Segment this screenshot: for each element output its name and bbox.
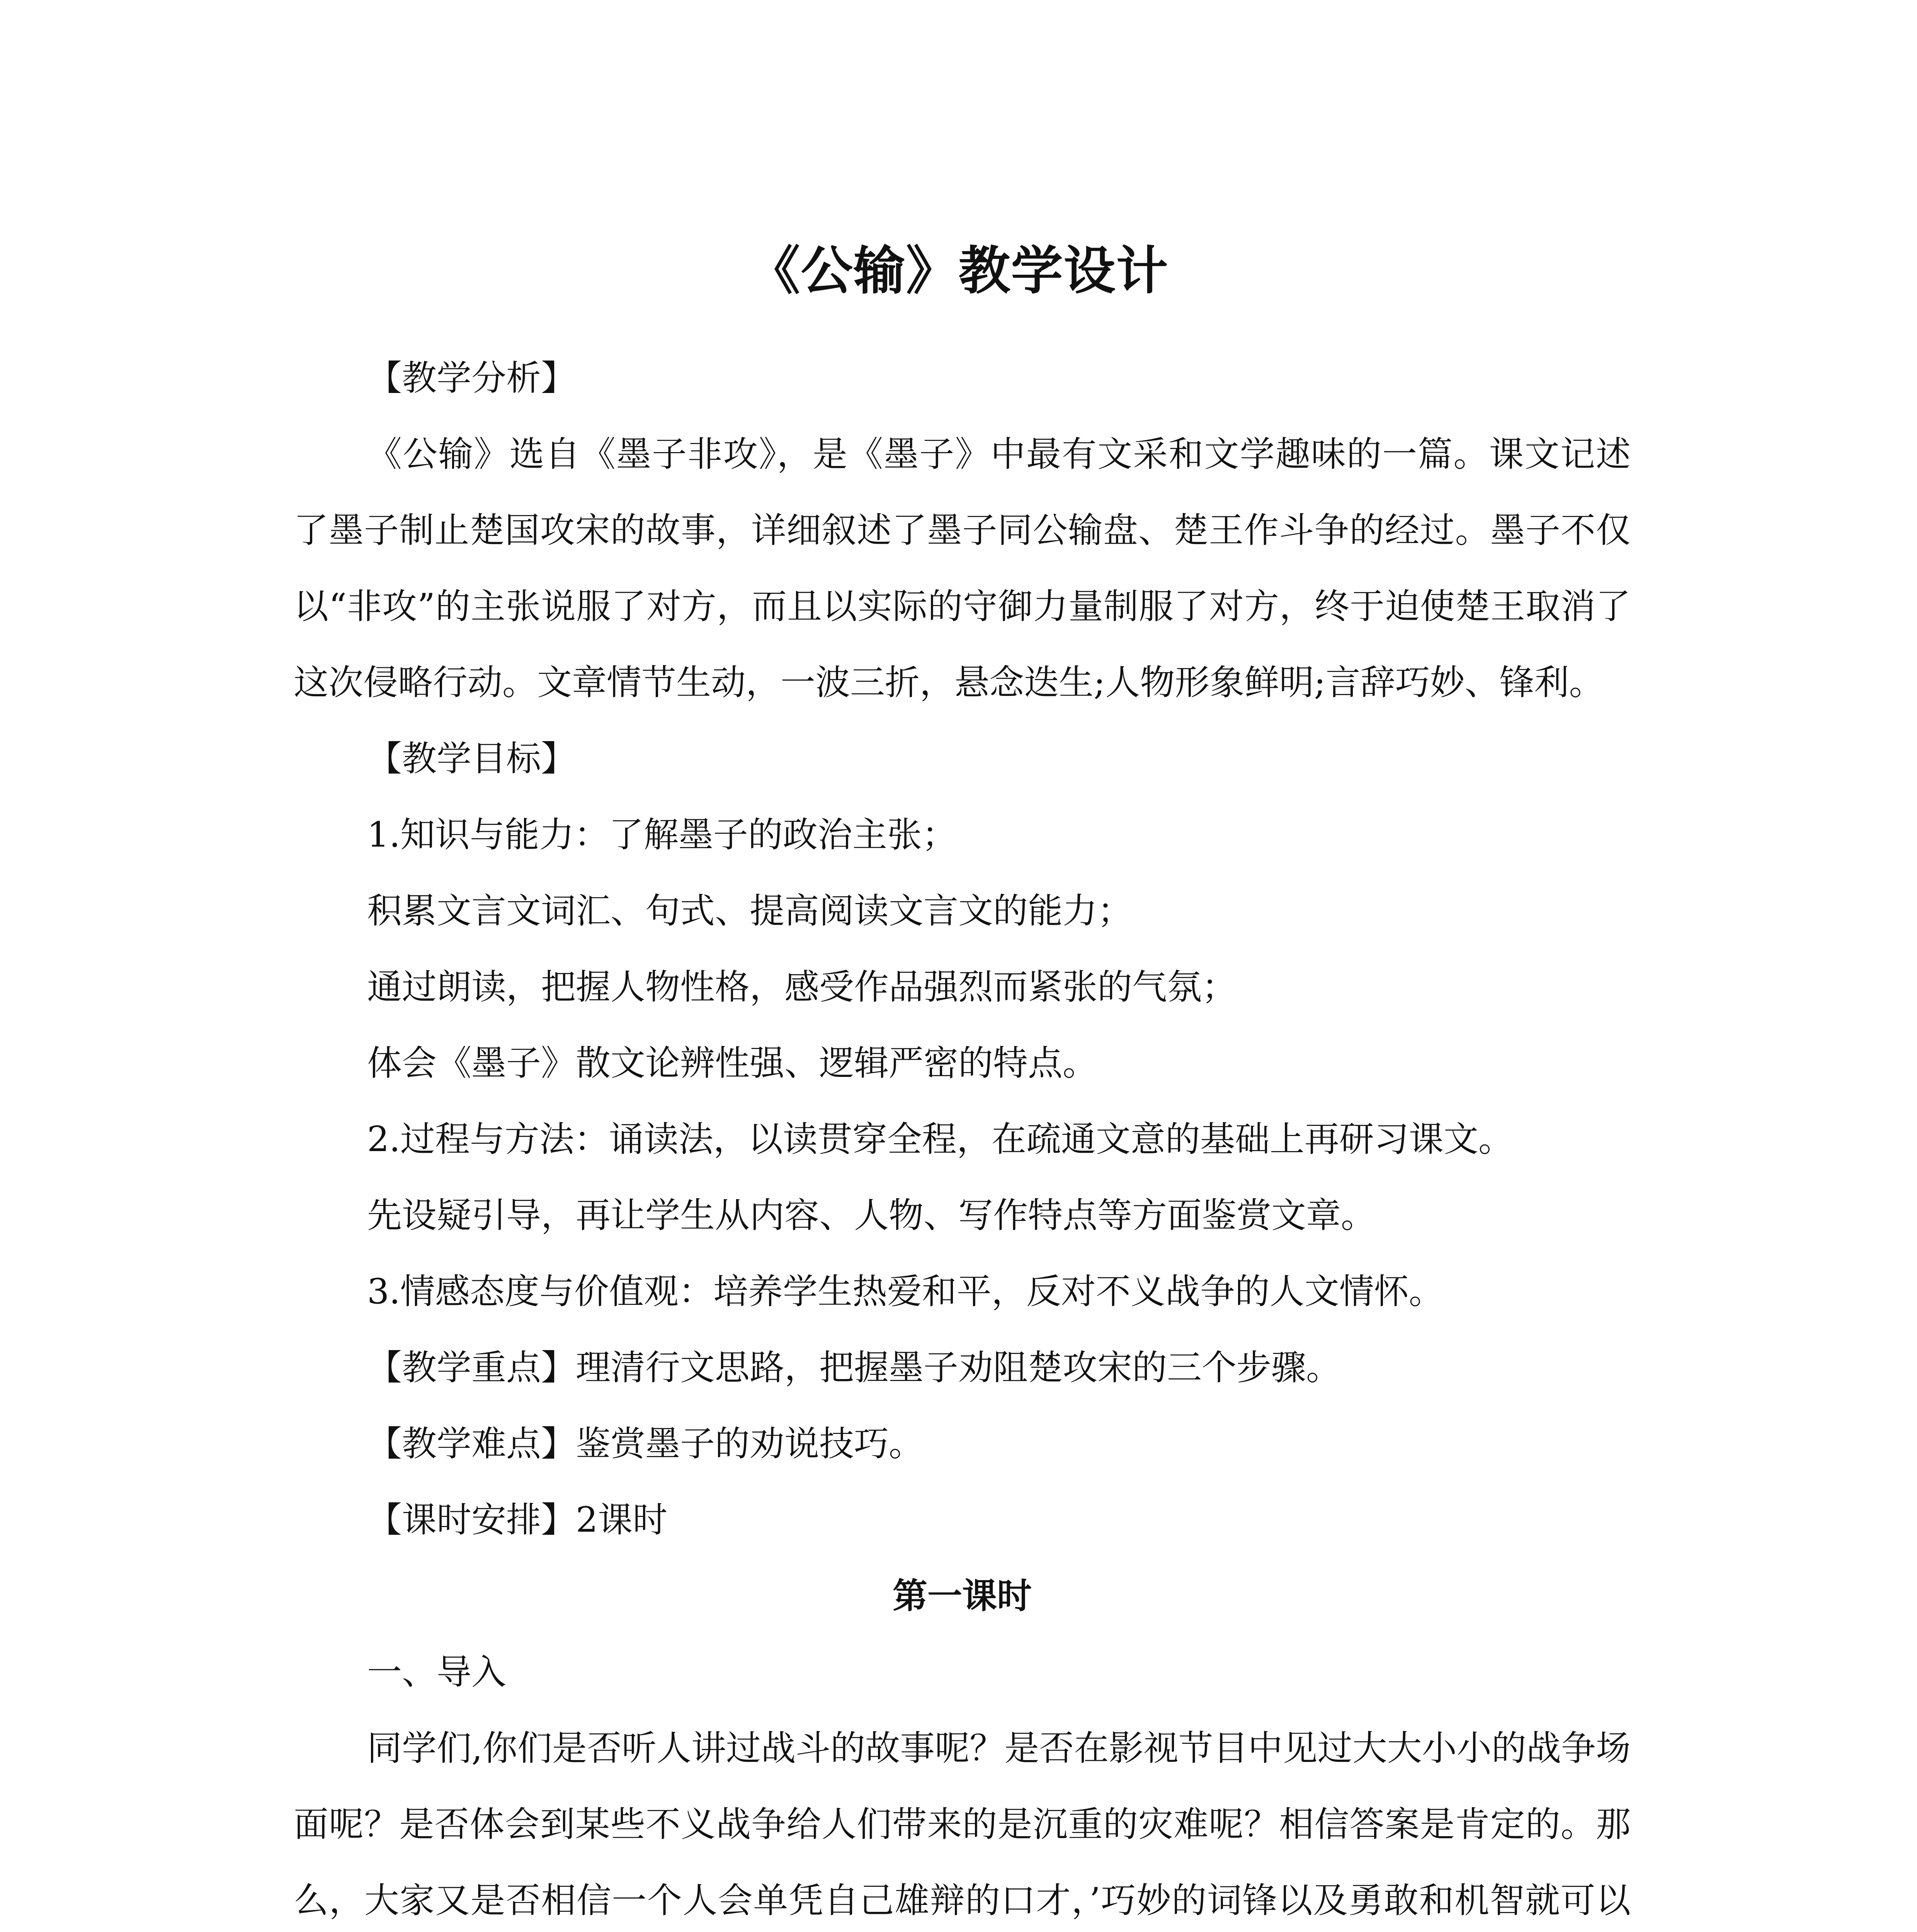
document-title: 《公输》教学设计 (748, 240, 1169, 301)
teaching-goal-item: 体会《墨子》散文论辨性强、逻辑严密的特点。 (367, 1043, 1097, 1083)
lesson-schedule: 【课时安排】2课时 (367, 1500, 668, 1540)
teaching-goals-heading: 【教学目标】 (367, 738, 576, 779)
teaching-goal-item: 积累文言文词汇、句式、提高阅读文言文的能力； (367, 891, 1132, 931)
teaching-difficult-point: 【教学难点】鉴赏墨子的劝说技巧。 (367, 1423, 924, 1464)
intro-section-paragraph: 同学们,你们是否听人讲过战斗的故事呢？是否在影视节目中见过大大小小的战争场面呢？是否体会到某些不义战争给人们带来的是沉重的灾难呢？相信答案是肯定的。那么，大家又是否相信一个人会单凭自己雄辩的口才，’巧妙的词锋以及勇敢和机智就可以 (294, 1728, 1631, 1921)
teaching-goal-item: 通过朗读，把握人物性格，感受作品强烈而紧张的气氛； (367, 967, 1237, 1007)
teaching-goal-item: 2.过程与方法：诵读法，以读贯穿全程，在疏通文意的基础上再研习课文。 (367, 1119, 1513, 1160)
teaching-goal-item: 3.情感态度与价值观：培养学生热爱和平，反对不义战争的人文情怀。 (367, 1271, 1444, 1312)
document-body (294, 340, 1631, 1932)
teaching-analysis-heading: 【教学分析】 (367, 358, 576, 398)
teaching-analysis-paragraph: 《公输》选自《墨子非攻》，是《墨子》中最有文采和文学趣味的一篇。课文记述了墨子制止楚国攻宋的故事，详细叙述了墨子同公输盘、楚王作斗争的经过。墨子不仅以“非攻”的主张说服了对方，而且以实际的守御力量制服了对方，终于迫使楚王取消了这次侵略行动。文章情节生动，一波三折，悬念迭生;人物形象鲜明;言辞巧妙、锋利。 (294, 434, 1631, 703)
teaching-key-point: 【教学重点】理清行文思路，把握墨子劝阻楚攻宋的三个步骤。 (367, 1347, 1341, 1388)
intro-section-heading: 一、导入 (367, 1652, 506, 1692)
teaching-goal-item: 1.知识与能力：了解墨子的政治主张； (367, 815, 957, 855)
lesson-heading: 第一课时 (893, 1575, 1032, 1616)
teaching-goal-item: 先设疑引导，再让学生从内容、人物、写作特点等方面鉴赏文章。 (367, 1195, 1376, 1236)
